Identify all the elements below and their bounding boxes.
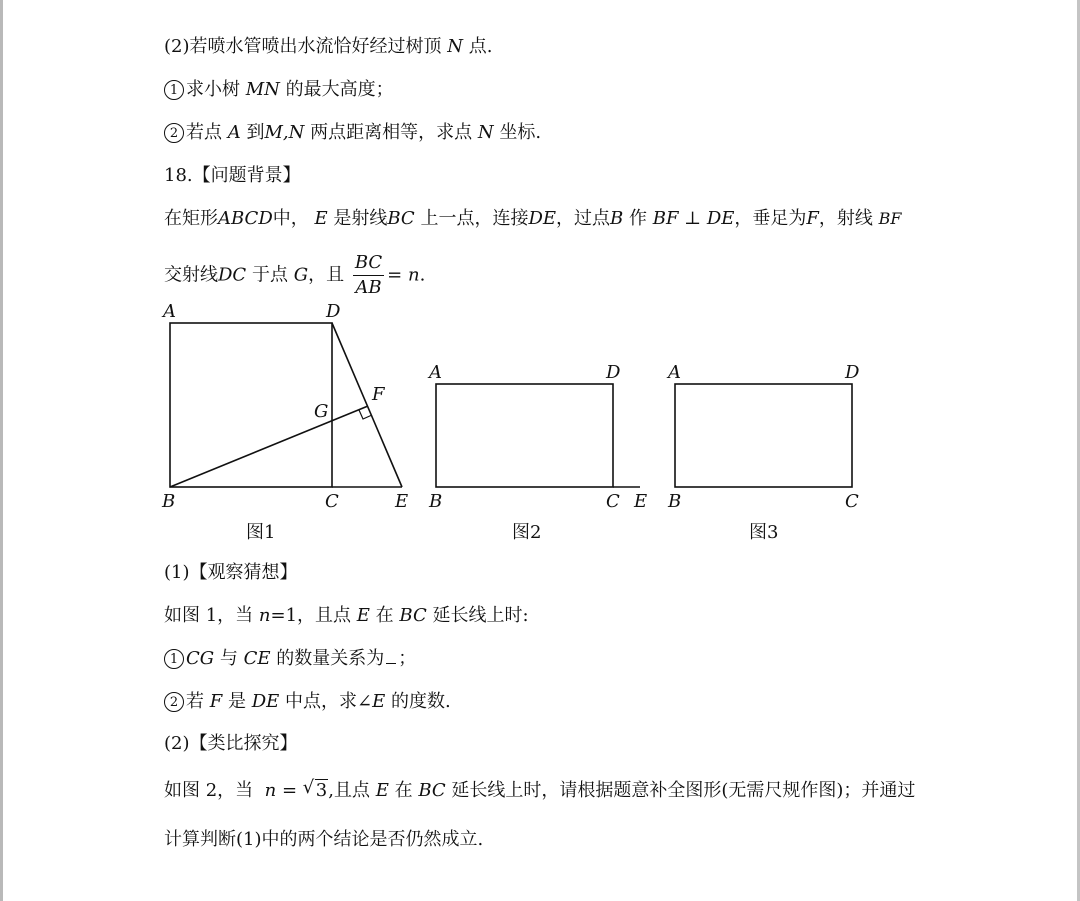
fig2-label-d: D	[606, 362, 621, 383]
circled-number-1: 1	[164, 649, 184, 669]
text: 中，	[272, 208, 309, 229]
var-n: N	[477, 122, 494, 143]
var-f: F	[806, 208, 819, 229]
p18-part1-q2	[164, 691, 451, 713]
fig2-caption: 图2	[512, 522, 542, 543]
var-n: N	[447, 36, 463, 57]
radical-sign: √	[302, 777, 315, 798]
text: ，垂足为	[734, 208, 807, 229]
fig1-label-g: G	[314, 401, 329, 422]
problem-number: 18.	[164, 165, 193, 186]
var-bc: BC	[387, 208, 415, 229]
text: 计算判断(1)中的两个结论是否仍然成立.	[164, 829, 484, 850]
text: ，且	[308, 264, 345, 286]
text: ；	[398, 648, 417, 669]
var-abcd: ABCD	[218, 208, 273, 229]
fig1-label-f: F	[372, 384, 385, 405]
text: 若	[186, 691, 204, 712]
var-n: n	[258, 605, 271, 626]
var-bf: BF	[878, 209, 902, 228]
equation-n-equals: n =	[264, 780, 298, 801]
p18-part1-q1	[164, 648, 416, 670]
fig3-rectangle-abcd	[675, 384, 852, 487]
var-dc: DC	[218, 264, 247, 286]
var-a: A	[227, 122, 241, 143]
figure-2	[436, 384, 640, 487]
text: ，过点	[556, 208, 611, 229]
angle-e: ∠E	[357, 691, 386, 712]
fig1-label-d: D	[326, 301, 341, 322]
fig2-rectangle-abcd	[436, 384, 613, 487]
fraction-numerator: BC	[353, 254, 384, 276]
fraction-denominator: AB	[355, 277, 382, 298]
part-label: (2)	[164, 733, 190, 754]
var-e: E	[356, 605, 370, 626]
text: 在	[394, 780, 413, 801]
text: 如图 1，当	[164, 605, 254, 626]
part-heading: 【类比探究】	[189, 733, 298, 754]
fig1-segment-de	[332, 323, 402, 487]
circled-number-2: 2	[164, 692, 184, 712]
fig1-label-c: C	[325, 491, 339, 512]
var-m-n: M,N	[264, 122, 305, 143]
text: 如图 2，当	[164, 780, 254, 801]
p18-part1-intro	[164, 605, 529, 627]
fig3-label-a: A	[668, 362, 681, 383]
fig1-caption: 图1	[246, 522, 276, 543]
fig1-rectangle-abcd	[170, 323, 332, 487]
text: =1，且点	[270, 605, 352, 626]
fig2-label-c: C	[606, 491, 620, 512]
fig2-label-e: E	[634, 491, 648, 512]
fig3-label-d: D	[845, 362, 860, 383]
p17-part2-text: 若喷水管喷出水流恰好经过树顶	[189, 36, 442, 57]
text: 是射线	[333, 208, 388, 229]
p17-part2-label: (2)	[164, 36, 190, 57]
part-heading: 【观察猜想】	[189, 562, 298, 583]
text: 上一点，连接	[420, 208, 529, 229]
var-e: E	[375, 780, 389, 801]
text: 中点，求	[285, 691, 358, 712]
text: 在	[375, 605, 394, 626]
var-b: B	[610, 208, 624, 229]
text: 延长线上时:	[432, 605, 529, 626]
p17-q2-text-c: 两点距离相等，求点	[310, 122, 473, 143]
fig1-label-a: A	[163, 301, 176, 322]
fig3-caption: 图3	[749, 522, 779, 543]
text: 的度数.	[390, 691, 451, 712]
p17-q2-text-end: 坐标.	[499, 122, 542, 143]
expr-bf-perp-de: BF ⊥ DE	[652, 208, 735, 229]
figure-3	[675, 384, 852, 487]
var-bc: BC	[418, 780, 446, 801]
fig2-label-a: A	[429, 362, 442, 383]
sqrt-3	[302, 777, 328, 802]
circled-number-1: 1	[164, 80, 184, 100]
text: 在矩形	[164, 208, 218, 229]
problem-heading: 【问题背景】	[192, 165, 301, 186]
text: 延长线上时，请根据题意补全图形(无需尺规作图)；并通过	[451, 780, 916, 801]
p17-q1-text-end: 的最大高度；	[285, 79, 394, 100]
fig3-label-b: B	[668, 491, 682, 512]
equation-equals-n: = n	[387, 264, 420, 286]
var-mn: MN	[245, 79, 280, 100]
part-label: (1)	[164, 562, 190, 583]
p18-part1-heading	[164, 562, 298, 584]
var-ce: CE	[243, 648, 271, 669]
p17-part2-text-end: 点.	[468, 36, 493, 57]
text: 于点	[251, 264, 288, 286]
circled-number-2: 2	[164, 123, 184, 143]
fig1-segment-bf	[170, 406, 368, 487]
text: 的数量关系为	[276, 648, 385, 669]
var-cg: CG	[186, 648, 215, 669]
p17-q2-text-b: 到	[246, 122, 265, 143]
var-e: E	[314, 208, 328, 229]
p18-part2-heading	[164, 733, 298, 755]
fig1-label-b: B	[162, 491, 176, 512]
text: ，射线	[818, 208, 873, 229]
var-bc: BC	[399, 605, 427, 626]
p17-q2-text: 若点	[186, 122, 222, 143]
var-de: DE	[251, 691, 280, 712]
text: 与	[219, 648, 238, 669]
var-g: G	[293, 264, 309, 286]
p18-part2-line-1	[164, 777, 916, 802]
text: 是	[227, 691, 246, 712]
p17-q1-text: 求小树	[186, 79, 240, 100]
answer-blank	[386, 663, 396, 664]
var-f: F	[209, 691, 223, 712]
fig1-label-e: E	[395, 491, 409, 512]
text: .	[419, 264, 426, 286]
text: 交射线	[164, 264, 218, 286]
figure-1	[170, 323, 402, 487]
p18-part2-line-2	[164, 829, 483, 851]
fig3-label-c: C	[845, 491, 859, 512]
var-de: DE	[528, 208, 557, 229]
fig2-label-b: B	[429, 491, 443, 512]
text: 作	[629, 208, 647, 229]
text: ,且点	[328, 780, 370, 801]
radicand: 3	[315, 780, 328, 801]
